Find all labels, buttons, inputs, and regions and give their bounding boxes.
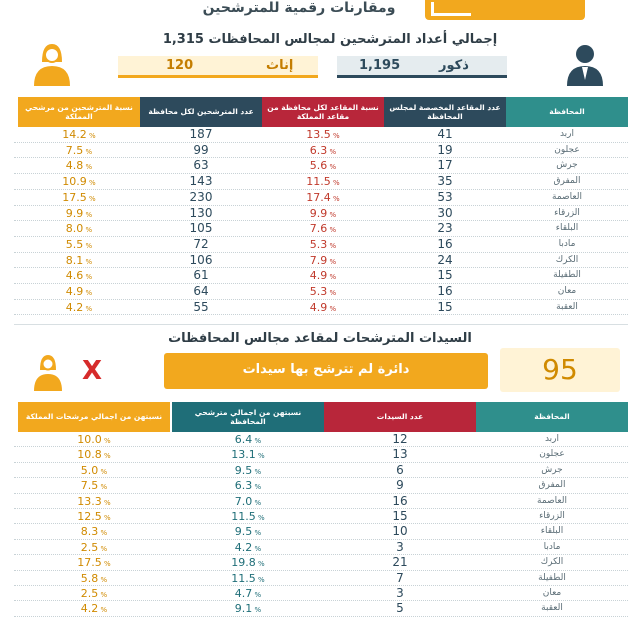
governorate-cell: الكرك [555, 254, 579, 265]
percent-value: 13.1 [231, 448, 256, 462]
percent-of-kingdom-cell [18, 586, 170, 601]
seats-cell: 16 [437, 284, 453, 298]
percent-value: 10.9 [62, 175, 87, 189]
percent-value: 8.3 [80, 525, 99, 539]
governorate-cell: الكرك [540, 557, 564, 568]
percent-value: 17.5 [62, 190, 87, 204]
percent-sign: % [327, 147, 337, 156]
percent-value: 4.8 [65, 159, 84, 173]
percent-sign: % [83, 210, 93, 219]
percent-sign: % [327, 226, 337, 235]
women-count-cell: 6 [396, 462, 404, 477]
governorate-cell: الطفيلة [538, 572, 566, 583]
seats-cell: 35 [437, 174, 453, 189]
percent-value: 14.2 [62, 128, 87, 141]
governorate-cell: الزرقاء [539, 511, 565, 521]
candidate-percent-cell [18, 158, 140, 174]
candidate-percent-cell [18, 284, 140, 300]
percent-value: 9.5 [234, 525, 253, 539]
percent-sign: % [83, 226, 93, 235]
percent-sign: % [83, 147, 93, 156]
percent-of-kingdom-cell [18, 540, 170, 555]
governorate-cell: المفرق [553, 176, 581, 187]
governorate-cell: معان [557, 286, 577, 296]
percent-sign: % [98, 606, 108, 615]
percent-of-governorate-cell [172, 432, 324, 447]
percent-value: 7.6 [309, 222, 328, 236]
percent-sign: % [327, 304, 337, 313]
percent-sign: % [327, 257, 337, 266]
percent-sign: % [252, 498, 262, 507]
column-header: عدد المترشحين لكل محافظة [140, 97, 262, 127]
percent-of-governorate-cell [172, 555, 324, 570]
percent-value: 5.0 [80, 463, 99, 477]
percent-of-governorate-cell [172, 509, 324, 524]
magnifier-icon [431, 2, 471, 16]
seat-percent-cell [262, 300, 384, 316]
percent-sign: % [98, 591, 108, 599]
candidate-percent-cell [18, 300, 140, 316]
women-count-cell: 9 [396, 478, 404, 493]
percent-value: 10.0 [77, 433, 102, 446]
percent-sign: % [255, 575, 265, 584]
candidates-cell: 187 [189, 127, 213, 141]
percent-sign: % [327, 241, 337, 250]
percent-value: 6.3 [309, 143, 328, 157]
percent-value: 5.8 [80, 571, 99, 585]
candidates-cell: 130 [189, 205, 213, 220]
percent-value: 8.0 [65, 222, 84, 236]
percent-sign: % [98, 544, 108, 553]
seat-percent-cell [262, 143, 384, 159]
percent-of-kingdom-cell [18, 494, 170, 509]
seat-percent-cell [262, 253, 384, 269]
percent-of-kingdom-cell [18, 601, 170, 616]
governorate-cell: عجلون [539, 449, 565, 460]
percent-sign: % [86, 132, 96, 140]
percent-value: 5.3 [309, 285, 328, 298]
women-count-cell: 5 [396, 601, 404, 616]
governorate-cell: معان [542, 588, 562, 598]
seats-cell: 30 [437, 205, 453, 220]
percent-sign: % [252, 529, 262, 538]
percent-of-kingdom-cell [18, 509, 170, 524]
percent-value: 4.6 [65, 269, 84, 283]
percent-sign: % [252, 544, 262, 553]
percent-value: 17.4 [306, 190, 331, 204]
seats-cell: 17 [437, 158, 453, 173]
percent-of-governorate-cell [172, 601, 324, 616]
percent-sign: % [327, 289, 337, 297]
governorate-cell: جرش [556, 160, 578, 171]
candidates-cell: 61 [193, 268, 209, 283]
percent-of-kingdom-cell [18, 571, 170, 586]
governorate-cell: البلقاء [540, 526, 564, 537]
governorate-cell: المفرق [538, 480, 566, 491]
candidate-percent-cell [18, 237, 140, 253]
woman-icon [26, 352, 70, 392]
governorate-cell: مادبا [558, 238, 576, 249]
governorate-cell: اربد [559, 129, 575, 139]
candidate-percent-cell [18, 206, 140, 222]
percent-value: 7.9 [309, 253, 328, 267]
percent-value: 10.8 [77, 448, 102, 462]
women-candidates-table [14, 402, 628, 622]
seat-percent-cell [262, 206, 384, 222]
governorate-cell: الطفيلة [553, 270, 581, 281]
percent-value: 8.1 [65, 253, 84, 267]
candidates-cell: 72 [193, 236, 209, 251]
percent-of-kingdom-cell [18, 432, 170, 447]
governorate-cell: الزرقاء [554, 207, 580, 218]
candidates-cell: 99 [193, 142, 209, 157]
column-header: المحافظة [476, 402, 628, 432]
seats-cell: 16 [437, 236, 453, 251]
percent-of-kingdom-cell [18, 463, 170, 478]
seat-percent-cell [262, 268, 384, 284]
percent-value: 9.5 [234, 463, 253, 477]
totals-title: إجمالي أعداد المترشحين لمجالس المحافظات 1,315 [162, 32, 498, 47]
percent-sign: % [101, 498, 111, 507]
percent-value: 6.4 [234, 433, 253, 446]
percent-sign: % [98, 575, 108, 584]
percent-of-governorate-cell [172, 463, 324, 478]
candidate-percent-cell [18, 221, 140, 237]
seats-cell: 19 [437, 142, 453, 157]
candidate-percent-cell [18, 253, 140, 269]
no-women-banner-text: دائرة لم تترشح بها سيدات [242, 362, 410, 377]
percent-of-kingdom-cell [18, 555, 170, 570]
column-header: المحافظة [506, 97, 628, 127]
percent-value: 9.9 [65, 206, 84, 220]
seats-cell: 41 [437, 127, 453, 141]
percent-sign: % [83, 241, 93, 250]
male-count: 1,195 [359, 58, 401, 73]
candidate-percent-cell [18, 190, 140, 206]
man-icon [555, 40, 615, 88]
percent-sign: % [255, 452, 265, 461]
male-count-box [337, 56, 507, 78]
candidates-cell: 64 [193, 284, 209, 298]
no-women-banner [164, 353, 488, 389]
percent-sign: % [83, 273, 93, 282]
percent-of-governorate-cell [172, 586, 324, 601]
percent-of-governorate-cell [172, 447, 324, 462]
percent-sign: % [255, 560, 265, 569]
percent-of-governorate-cell [172, 540, 324, 555]
column-header: نسبتهن من اجمالي مترشحي المحافظة [172, 402, 324, 432]
governorate-cell: عجلون [554, 144, 580, 155]
candidates-cell: 105 [189, 221, 213, 236]
percent-value: 4.2 [65, 300, 84, 314]
percent-sign: % [330, 194, 340, 203]
seat-percent-cell [262, 174, 384, 190]
percent-sign: % [83, 289, 93, 297]
percent-value: 2.5 [80, 540, 99, 554]
percent-sign: % [101, 514, 111, 522]
percent-of-governorate-cell [172, 524, 324, 539]
percent-sign: % [330, 179, 340, 188]
column-header: نسبتهن من اجمالي مرشحات المملكة [18, 402, 170, 432]
percent-value: 2.5 [80, 587, 99, 600]
percent-sign: % [86, 194, 96, 203]
percent-sign: % [327, 210, 337, 219]
percent-of-governorate-cell [172, 571, 324, 586]
percent-value: 11.5 [306, 175, 331, 189]
candidate-percent-cell [18, 127, 140, 143]
no-women-count: 95 [500, 348, 620, 392]
x-icon: X [82, 356, 103, 386]
percent-sign: % [252, 606, 262, 615]
governorates-table [14, 97, 628, 317]
women-count-cell: 13 [392, 447, 408, 462]
percent-value: 6.3 [234, 479, 253, 493]
percent-value: 12.5 [77, 510, 102, 523]
section-divider [14, 324, 628, 325]
percent-sign: % [83, 257, 93, 266]
percent-value: 4.2 [80, 602, 99, 616]
seat-percent-cell [262, 237, 384, 253]
governorate-cell: العقبة [541, 603, 563, 614]
percent-value: 5.3 [309, 237, 328, 251]
percent-value: 4.9 [65, 285, 84, 298]
percent-value: 11.5 [231, 510, 256, 523]
percent-sign: % [255, 514, 265, 522]
percent-value: 4.9 [309, 300, 328, 314]
candidates-cell: 63 [193, 158, 209, 173]
percent-of-governorate-cell [172, 494, 324, 509]
percent-value: 7.5 [65, 143, 84, 157]
candidates-cell: 143 [189, 174, 213, 189]
percent-value: 11.5 [231, 571, 256, 585]
seat-percent-cell [262, 221, 384, 237]
seats-cell: 15 [437, 299, 453, 314]
seat-percent-cell [262, 284, 384, 300]
female-count: 120 [166, 58, 194, 73]
seats-cell: 53 [437, 189, 453, 204]
percent-value: 4.7 [234, 587, 253, 600]
percent-value: 4.2 [234, 540, 253, 554]
governorate-cell: اربد [544, 434, 560, 444]
governorate-cell: العاصمة [552, 191, 582, 202]
percent-sign: % [330, 132, 340, 140]
women-count-cell: 15 [392, 509, 408, 523]
seat-percent-cell [262, 158, 384, 174]
percent-sign: % [83, 163, 93, 172]
column-header: نسبة المترشحين من مرشحي المملكة [18, 97, 140, 127]
percent-sign: % [98, 529, 108, 538]
percent-sign: % [327, 273, 337, 282]
female-label: إناث [266, 58, 294, 73]
female-count-box [118, 56, 318, 78]
percent-sign: % [252, 591, 262, 599]
women-section-title: السيدات المترشحات لمقاعد مجالس المحافظات [168, 331, 472, 346]
candidates-cell: 106 [189, 252, 213, 267]
candidate-percent-cell [18, 174, 140, 190]
women-count-cell: 3 [396, 539, 404, 554]
women-count-cell: 21 [392, 555, 408, 570]
governorate-cell: العاصمة [537, 495, 567, 506]
percent-sign: % [98, 467, 108, 476]
candidates-cell: 55 [193, 299, 209, 314]
percent-value: 7.0 [234, 494, 253, 508]
percent-value: 13.3 [77, 494, 102, 508]
percent-value: 9.9 [309, 206, 328, 220]
percent-sign: % [98, 483, 108, 492]
women-count-cell: 7 [396, 570, 404, 585]
percent-sign: % [252, 437, 262, 445]
percent-of-kingdom-cell [18, 447, 170, 462]
column-header: عدد السيدات [324, 402, 476, 432]
column-header: عدد المقاعد المخصصة لمجلس المحافظة [384, 97, 506, 127]
column-header: نسبة المقاعد لكل محافظة من مقاعد المملكة [262, 97, 384, 127]
percent-value: 19.8 [231, 556, 256, 570]
women-count-cell: 3 [396, 586, 404, 600]
percent-sign: % [86, 179, 96, 188]
percent-of-kingdom-cell [18, 478, 170, 493]
page-title: ومقارنات رقمية للمترشحين [202, 0, 396, 16]
percent-sign: % [252, 483, 262, 492]
seats-cell: 15 [437, 268, 453, 283]
candidate-percent-cell [18, 268, 140, 284]
percent-value: 9.1 [234, 602, 253, 616]
logo [425, 0, 585, 20]
percent-value: 17.5 [77, 556, 102, 570]
candidates-cell: 230 [189, 189, 213, 204]
governorate-cell: البلقاء [555, 223, 579, 234]
percent-value: 7.5 [80, 479, 99, 493]
percent-value: 5.5 [65, 237, 84, 251]
governorate-cell: مادبا [543, 541, 561, 552]
seat-percent-cell [262, 190, 384, 206]
women-count-cell: 12 [392, 432, 408, 446]
governorate-cell: جرش [541, 464, 563, 475]
percent-of-kingdom-cell [18, 524, 170, 539]
percent-sign: % [83, 304, 93, 313]
percent-value: 4.9 [309, 269, 328, 283]
percent-sign: % [101, 560, 111, 569]
seats-cell: 23 [437, 221, 453, 236]
percent-sign: % [101, 437, 111, 445]
percent-sign: % [252, 467, 262, 476]
governorate-cell: العقبة [556, 301, 578, 312]
percent-of-governorate-cell [172, 478, 324, 493]
seat-percent-cell [262, 127, 384, 143]
seats-cell: 24 [437, 252, 453, 267]
page-header [0, 0, 639, 30]
male-label: ذكور [439, 58, 469, 73]
woman-icon [22, 40, 82, 88]
percent-sign: % [327, 163, 337, 172]
percent-sign: % [101, 452, 111, 461]
percent-value: 5.6 [309, 159, 328, 173]
candidate-percent-cell [18, 143, 140, 159]
women-count-cell: 16 [392, 493, 408, 508]
women-count-cell: 10 [392, 524, 408, 539]
percent-value: 13.5 [306, 128, 331, 141]
